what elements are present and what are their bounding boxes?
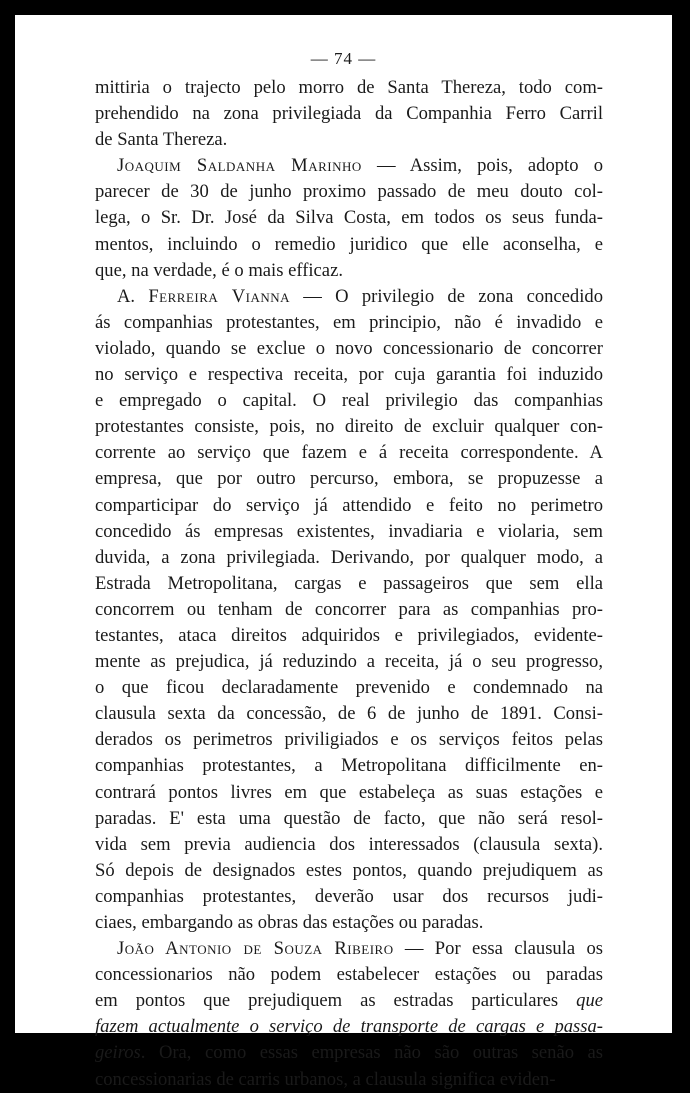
text-line (95, 649, 603, 675)
text-segment: ciaes, embargando as obras das estações ou paradas. (95, 912, 484, 933)
text-line (95, 858, 603, 884)
text-line (95, 675, 603, 701)
text-segment: no serviço e respectiva receita, por cuja garantia foi induzido (95, 364, 603, 386)
text-line (95, 597, 603, 623)
text-line (95, 1014, 603, 1040)
text-line (95, 988, 603, 1014)
text-segment: testantes, ataca direitos adquiridos e privilegiados, evidente- (95, 624, 603, 646)
text-segment: violado, quando se exclue o novo concessionario de concorrer (95, 337, 603, 359)
text-line (95, 519, 603, 545)
text-segment: concorrem ou tenham de concorrer para as companhias pro- (95, 598, 603, 620)
text-segment: empresa, que por outro percurso, embora, se propuzesse a (95, 468, 603, 490)
text-line (95, 75, 603, 101)
text-line (95, 1067, 603, 1093)
text-segment: mentos, incluindo o remedio juridico que elle aconselha, e (95, 233, 603, 255)
text-segment: contrará pontos livres em que estabeleça as suas estações e (95, 781, 603, 803)
text-line (95, 466, 603, 492)
text-segment: mente as prejudica, já reduzindo a receita, já o seu progresso, (95, 651, 603, 673)
text-segment: prehendido na zona privilegiada da Companhia Ferro Carril (95, 103, 603, 125)
text-line (95, 571, 603, 597)
text-line (95, 440, 603, 466)
text-line (95, 832, 603, 858)
text-line (95, 127, 603, 153)
paragraph (95, 153, 603, 283)
text-line (95, 310, 603, 336)
text-line (95, 232, 603, 258)
text-segment: geiros (95, 1042, 141, 1064)
text-line (95, 545, 603, 571)
text-line (95, 884, 603, 910)
text-line (95, 362, 603, 388)
text-line (95, 962, 603, 988)
text-line (95, 284, 603, 310)
text-line (95, 623, 603, 649)
text-segment: concessionarias de carris urbanos, a clausula significa eviden- (95, 1068, 556, 1090)
text-segment: paradas. E' esta uma questão de facto, que não será resol- (95, 807, 603, 829)
text-segment: A. (117, 285, 149, 307)
text-segment: — O privilegio de zona concedido (290, 285, 603, 307)
text-segment: que, na verdade, é o mais efficaz. (95, 259, 343, 281)
text-line (95, 493, 603, 519)
text-line (95, 414, 603, 440)
speaker-name: João Antonio de Souza Ribeiro (117, 938, 394, 960)
text-segment: concessionarios não podem estabelecer estações ou paradas (95, 964, 603, 986)
text-segment: comparticipar do serviço já attendido e feito no perimetro (95, 494, 603, 516)
text-segment: e empregado o capital. O real privilegio das companhias (95, 390, 603, 412)
text-segment: — Por essa clausula os (393, 938, 603, 960)
text-segment: derados os perimetros priviligiados e os serviços feitos pelas (95, 729, 603, 751)
text-segment: companhias protestantes, a Metropolitana difficilmente en- (95, 755, 603, 777)
text-line (95, 727, 603, 753)
text-segment: ás companhias protestantes, em principio, não é invadido e (95, 311, 603, 333)
body-text (95, 75, 603, 1093)
text-segment: Só depois de designados estes pontos, quando prejudiquem as (95, 859, 603, 881)
text-line (95, 153, 603, 179)
text-line (95, 258, 603, 284)
text-line (95, 336, 603, 362)
speaker-name: Joaquim Saldanha Marinho (117, 155, 362, 177)
text-segment: protestantes consiste, pois, no direito de excluir qualquer con- (95, 416, 603, 438)
text-segment: parecer de 30 de junho proximo passado de meu douto col- (95, 181, 603, 203)
text-segment: companhias protestantes, deverão usar dos recursos judi- (95, 885, 603, 907)
text-line (95, 101, 603, 127)
text-line (95, 205, 603, 231)
text-segment: corrente ao serviço que fazem e á receita correspondente. A (95, 442, 603, 464)
text-line (95, 753, 603, 779)
text-segment: . Ora, como essas empresas não são outras senão as (140, 1042, 603, 1064)
paragraph (95, 284, 603, 936)
text-segment: lega, o Sr. Dr. José da Silva Costa, em todos os seus funda- (95, 207, 603, 229)
text-line (95, 1040, 603, 1066)
text-line (95, 806, 603, 832)
text-segment: mittiria o trajecto pelo morro de Santa Thereza, todo com- (95, 77, 603, 98)
text-segment: que (576, 990, 603, 1012)
book-page (15, 15, 672, 1090)
text-line (95, 910, 603, 936)
text-line (95, 701, 603, 727)
speaker-name: Ferreira Vianna (148, 285, 291, 307)
paragraph (95, 75, 603, 153)
page-number: — 74 — (310, 49, 377, 68)
text-segment: concedido ás empresas existentes, invadiaria e violaria, sem (95, 520, 603, 542)
text-segment: — Assim, pois, adopto o (361, 155, 604, 177)
text-segment: vida sem previa audiencia dos interessados (clausula sexta). (95, 833, 603, 855)
text-segment: o que ficou declaradamente prevenido e condemnado na (95, 677, 603, 699)
text-segment: Estrada Metropolitana, cargas e passageiros que sem ella (95, 572, 603, 594)
paragraph (95, 936, 603, 1093)
text-line (95, 179, 603, 205)
text-segment: clausula sexta da concessão, de 6 de junho de 1891. Consi- (95, 703, 603, 725)
text-segment: em pontos que prejudiquem as estradas particulares (95, 990, 577, 1012)
text-segment: duvida, a zona privilegiada. Derivando, por qualquer modo, a (95, 546, 603, 568)
text-line (95, 780, 603, 806)
text-segment: de Santa Thereza. (95, 129, 228, 151)
text-segment: fazem actualmente o serviço de transporte de cargas e passa- (95, 1016, 603, 1038)
text-line (95, 936, 603, 962)
text-line (95, 388, 603, 414)
